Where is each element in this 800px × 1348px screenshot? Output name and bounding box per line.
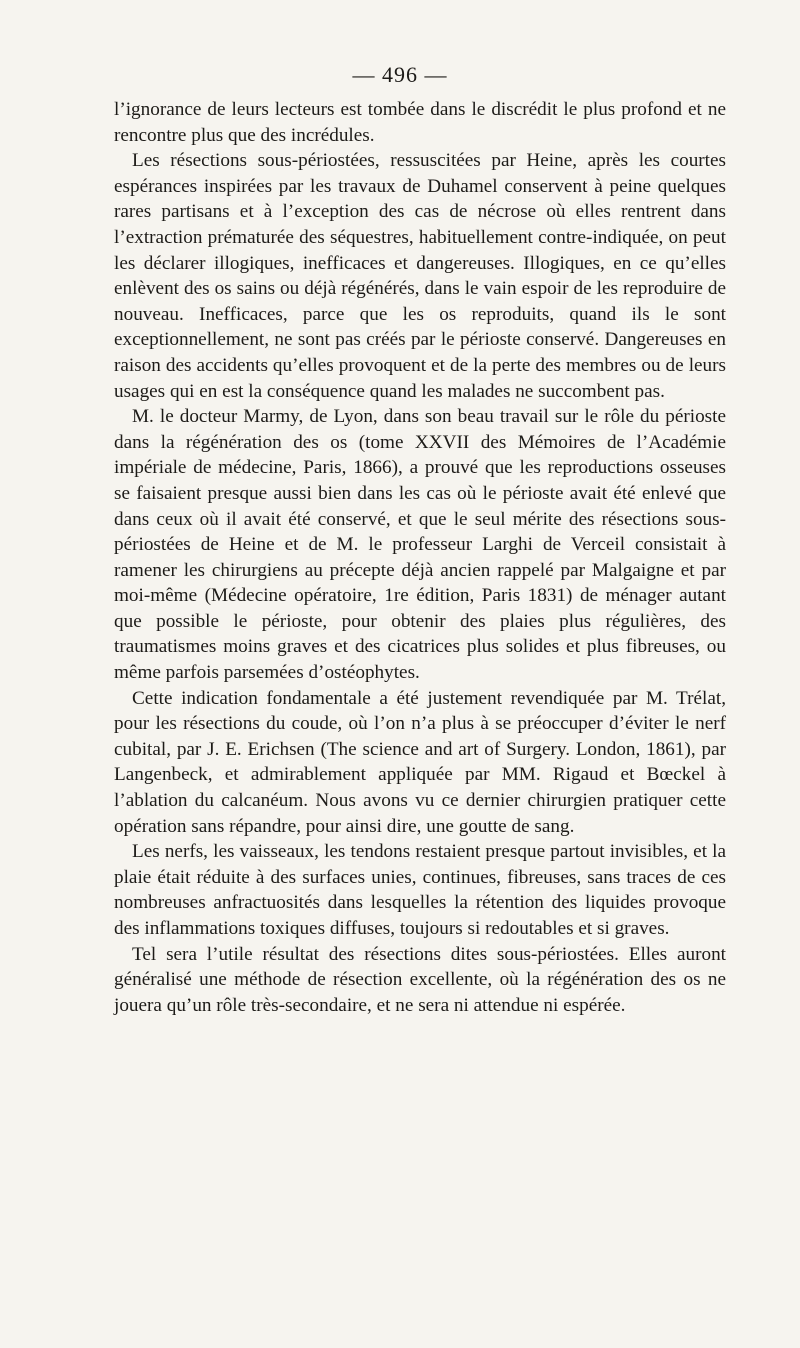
paragraph-2: Les résections sous-périostées, ressuscitées par Heine, après les courtes espérances inspirées par les travaux de Duhamel conservent à peine quelques rares partisans et à l’exception des cas de nécrose où elles rentrent dans l’extraction prématurée des séquestres, habituellement contre-indiquée, on peut les déclarer illogiques, inefficaces et dangereuses. Illogiques, en ce qu’elles enlèvent des os sains ou déjà régénérés, dans le vain espoir de les reproduire de nouveau. Inefficaces, parce que les os reproduits, quand ils le sont exceptionnellement, ne sont pas créés par le périoste conservé. Dangereuses en raison des accidents qu’elles provoquent et de la perte des membres ou de leurs usages qui en est la conséquence quand les malades ne succombent pas. [114, 150, 726, 402]
page-number: — 496 — [352, 62, 448, 87]
paragraph-6: Tel sera l’utile résultat des résections dites sous-périostées. Elles auront généralisé une méthode de résection excellente, où la régénération des os ne jouera qu’un rôle très-secondaire, et ne sera ni attendue ni espérée. [114, 943, 726, 1016]
paragraph-4: Cette indication fondamentale a été justement revendiquée par M. Trélat, pour les résections du coude, où l’on n’a plus à se préoccuper d’éviter le nerf cubital, par J. E. Erichsen (The science and art of Surgery. London, 1861), par Langenbeck, et admirablement appliquée par MM. Rigaud et Bœckel à l’ablation du calcanéum. Nous avons vu ce dernier chirurgien pratiquer cette opération sans répandre, pour ainsi dire, une goutte de sang. [114, 687, 726, 837]
body-text [114, 97, 726, 1018]
paragraph-1: l’ignorance de leurs lecteurs est tombée dans le discrédit le plus profond et ne rencontre plus que des incrédules. [114, 99, 726, 146]
paragraph-5: Les nerfs, les vaisseaux, les tendons restaient presque partout invisibles, et la plaie était réduite à des surfaces unies, continues, fibreuses, sans traces de ces nombreuses anfractuosités dans lesquelles la rétention des liquides provoque des inflammations toxiques diffuses, toujours si redoutables et si graves. [114, 841, 726, 939]
paragraph-3: M. le docteur Marmy, de Lyon, dans son beau travail sur le rôle du périoste dans la régénération des os (tome XXVII des Mémoires de l’Académie impériale de médecine, Paris, 1866), a prouvé que les reproductions osseuses se faisaient presque aussi bien dans les cas où le périoste avait été enlevé que dans ceux où il avait été conservé, et que le seul mérite des résections sous-périostées de Heine et de M. le professeur Larghi de Verceil consistait à ramener les chirurgiens au précepte déjà ancien rappelé par Malgaigne et par moi-même (Médecine opératoire, 1re édition, Paris 1831) de ménager autant que possible le périoste, pour obtenir des plaies plus régulières, des traumatismes moins graves et des cicatrices plus solides et plus fibreuses, ou même parfois parsemées d’ostéophytes. [114, 406, 726, 684]
